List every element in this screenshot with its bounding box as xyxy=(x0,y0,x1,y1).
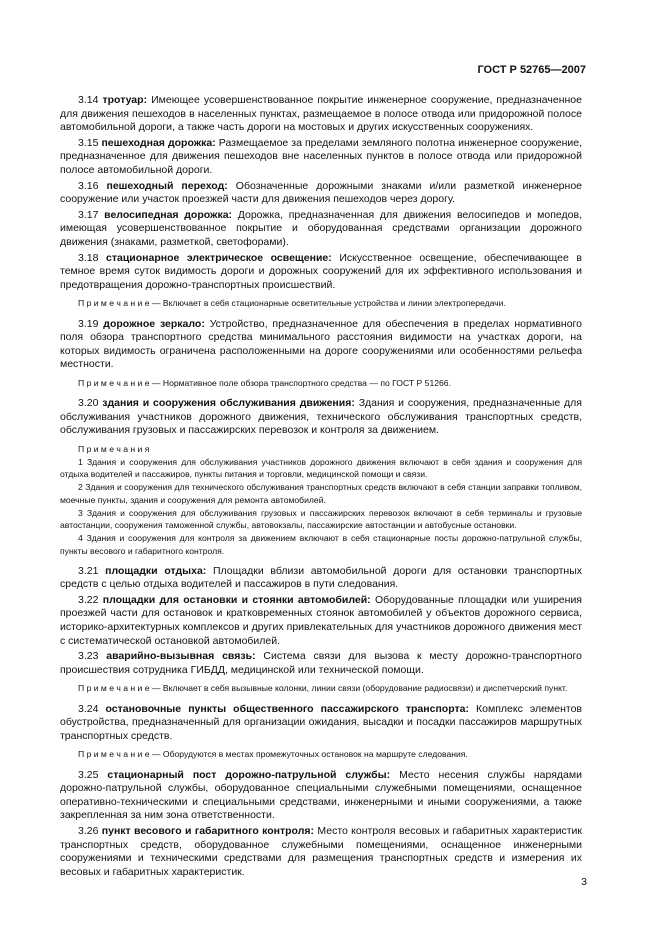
definition-3-18: 3.18 стационарное электрическое освещение: Искусственное освещение, обеспечивающее в темное время суток видимость дороги и дорожных сооружений для их эффективного использования и предотвращения дорожно-транспортных происшествий. xyxy=(60,251,582,291)
note-item: 1 Здания и сооружения для обслуживания участников дорожного движения включают в себя здания и сооружения для отдыха водителей и пассажиров, пункты питания и торговли, медицинской помощи и связи. xyxy=(60,457,582,480)
definition-3-22: 3.22 площадки для остановки и стоянки автомобилей: Оборудованные площадки или уширения проезжей части для остановок и кратковременных стоянок автомобилей у объектов дорожного сервиса, историко-архитектурных комплексов и других привлекательных для участников дорожного движения мест с систематической остановкой автомобилей. xyxy=(60,593,582,647)
term: велосипедная дорожка: xyxy=(104,208,233,221)
definition-3-16: 3.16 пешеходный переход: Обозначенные дорожными знаками и/или разметкой инженерное сооружение или участок проезжей части для движения пешеходов через дорогу. xyxy=(60,179,583,206)
term: пешеходная дорожка: xyxy=(101,136,216,149)
definition-3-17: 3.17 велосипедная дорожка: Дорожка, предназначенная для движения велосипедов и мопедов, имеющая усовершенствованное покрытие и оборудованная средствами организации дорожного движения (знаками, разметкой, светофорами). xyxy=(60,208,582,248)
document-header: ГОСТ Р 52765—2007 xyxy=(477,64,586,76)
term: площадки для остановки и стоянки автомобилей: xyxy=(102,593,371,606)
term: дорожное зеркало: xyxy=(103,317,205,330)
definition-3-15: 3.15 пешеходная дорожка: Размещаемое за пределами земляного полотна инженерное сооружение, предназначенное для движения пешеходов вне населенных пунктов в полосе отвода или придорожной полосе автомобильной дороги. xyxy=(60,136,583,176)
term: здания и сооружения обслуживания движения: xyxy=(102,397,355,410)
note-item: 3 Здания и сооружения для обслуживания грузовых и пассажирских перевозок включают в себя терминалы и грузовые автостанции, сооружения таможенной службы, автовокзалы, пассажирские автостанции и автобусные остановки. xyxy=(60,507,582,531)
definition-3-23: 3.23 аварийно-вызывная связь: Система связи для вызова к месту дорожно-транспортного происшествия сотрудника ГИБДД, медицинской или технической помощи. xyxy=(60,650,582,676)
notes-3-20 xyxy=(60,443,582,557)
note-3-23: П р и м е ч а н и е — Включает в себя вызывные колонки, линии связи (оборудование радиосвязи) и диспетчерский пункт. xyxy=(78,683,568,694)
definition-3-25: 3.25 стационарный пост дорожно-патрульной службы: Место несения службы нарядами дорожно-патрульной службы, оборудованное специальными служебными помещениями, оснащенное оперативно-техническими и специальными средствами, инженерными и иными сооружениями, а также закрепленная за ним зона ответственности. xyxy=(60,768,582,822)
definition-3-26: 3.26 пункт весового и габаритного контроля: Место контроля весовых и габаритных характеристик транспортных средств, оборудованное служебными помещениями, оснащенное инженерными сооружениями и техническими средствами для размещения транспортных средств и измерения их весовых и габаритных характеристик. xyxy=(60,825,582,878)
term: остановочные пункты общественного пассажирского транспорта: xyxy=(105,702,469,715)
definition-3-20: 3.20 здания и сооружения обслуживания движения: Здания и сооружения, предназначенные для обслуживания участников дорожного движения, технического обслуживания транспортных средств, обслуживания грузовых и пассажирских перевозок и контроля за движением. xyxy=(60,397,582,437)
term: площадки отдыха: xyxy=(105,564,207,577)
note-3-24: П р и м е ч а н и е — Оборудуются в местах промежуточных остановок на маршруте следования. xyxy=(78,749,468,760)
notes-label: П р и м е ч а н и я xyxy=(78,443,150,454)
term: пешеходный переход: xyxy=(106,179,228,192)
note-3-19: П р и м е ч а н и е — Нормативное поле обзора транспортного средства — по ГОСТ Р 51266. xyxy=(78,377,451,388)
note-3-18: П р и м е ч а н и е — Включает в себя стационарные осветительные устройства и линии электропередачи. xyxy=(78,298,506,309)
page-number: 3 xyxy=(581,876,587,888)
note-item: 2 Здания и сооружения для технического обслуживания транспортных средств включают в себя станции заправки топливом, моечные пункты, здания и сооружения для ремонта автомобилей. xyxy=(60,482,582,505)
definition-3-21: 3.21 площадки отдыха: Площадки вблизи автомобильной дороги для остановки транспортных средств с целью отдыха водителей и пассажиров в пути следования. xyxy=(60,564,582,591)
definition-3-19: 3.19 дорожное зеркало: Устройство, предназначенное для обеспечения в пределах нормативного поля обзора транспортного средства минимального расстояния видимости на участках дороги, на которых видимость ограничена расположенными на дороге сооружениями или особенностями рельефа местности. xyxy=(60,317,582,371)
term: стационарное электрическое освещение: xyxy=(106,251,332,264)
definition-3-24: 3.24 остановочные пункты общественного пассажирского транспорта: Комплекс элементов обустройства, предназначенный для организации ожидания, высадки и посадки пассажиров маршрутных транспортных средств. xyxy=(60,702,582,742)
term: стационарный пост дорожно-патрульной службы: xyxy=(107,768,391,781)
note-item: 4 Здания и сооружения для контроля за движением включают в себя стационарные посты дорожно-патрульной службы, пункты весового и габаритного контроля. xyxy=(60,533,582,556)
term: пункт весового и габаритного контроля: xyxy=(101,825,315,838)
definition-3-14: 3.14 тротуар: Имеющее усовершенствованное покрытие инженерное сооружение, предназначенное для движения пешеходов в населенных пунктах, размещаемое в полосе отвода или придорожной полосе автомобильной дороги, а также часть дороги на мостовых и других искусственных сооружениях. xyxy=(60,94,582,134)
term: тротуар: xyxy=(102,94,148,106)
term: аварийно-вызывная связь: xyxy=(106,650,256,663)
document-body xyxy=(60,94,582,879)
